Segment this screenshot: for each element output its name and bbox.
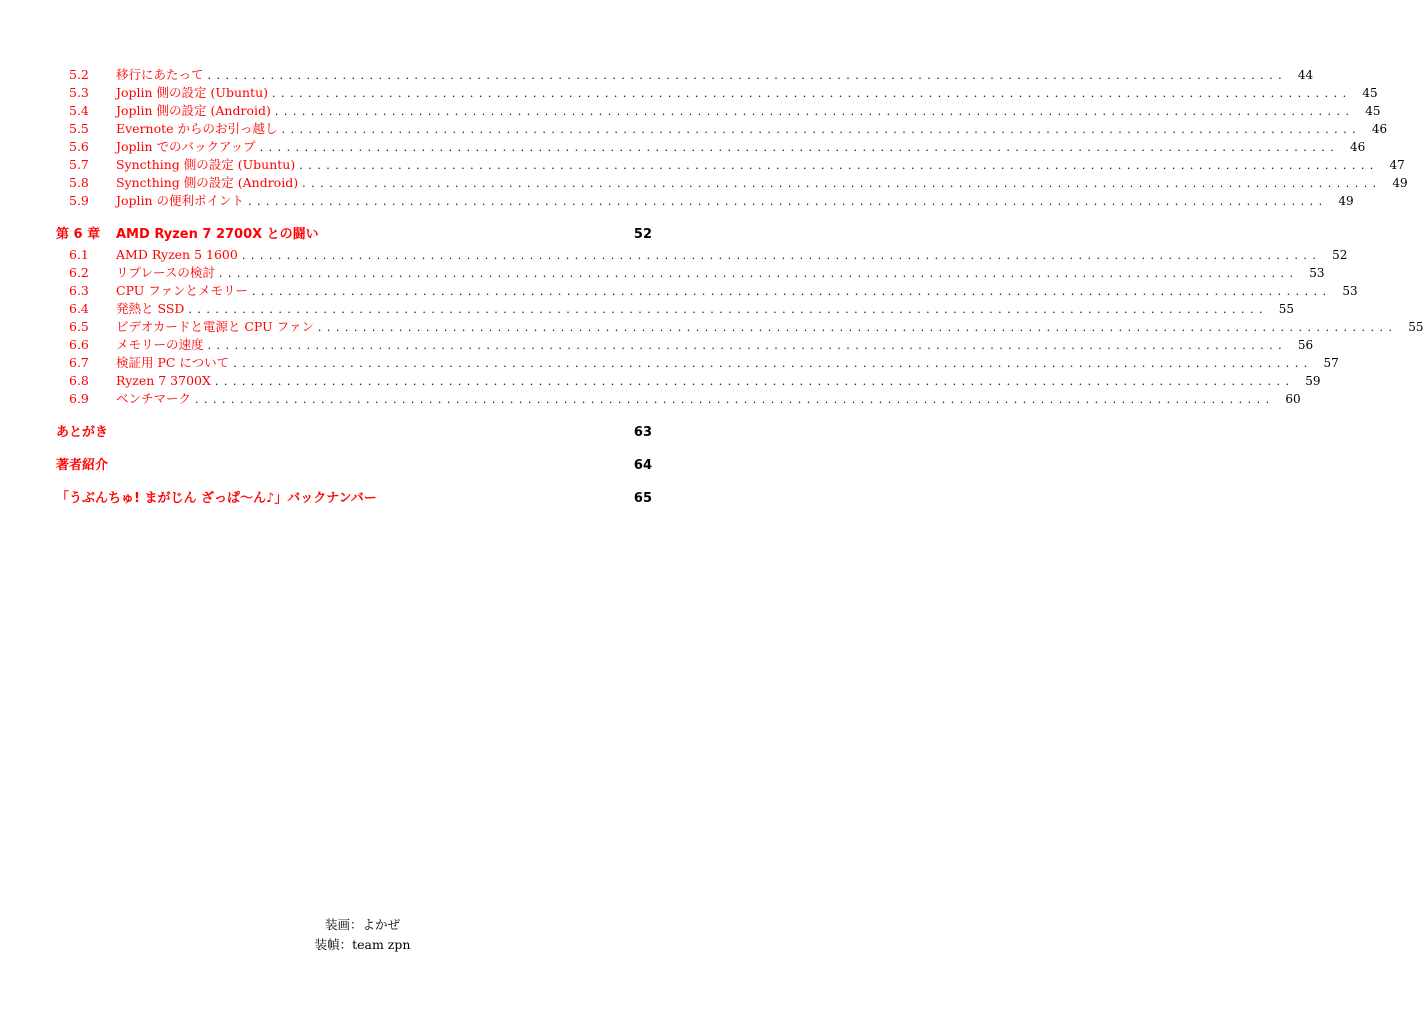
section-number: 6.3 (69, 283, 89, 298)
section-page-number: 47 (1389, 158, 1405, 172)
toc-section-entry[interactable] (56, 336, 1314, 354)
section-number: 5.6 (69, 139, 89, 154)
section-page-number: 45 (1365, 104, 1381, 118)
section-title: 発熱と SSD (116, 301, 185, 316)
authors-title: 著者紹介 (56, 458, 109, 473)
section-page-number: 60 (1285, 392, 1301, 406)
section-page-number: 53 (1309, 266, 1325, 280)
toc-section-entry[interactable] (56, 354, 1339, 372)
dot-leader: ........................................................................................................................ (218, 267, 1299, 280)
section-number: 5.2 (69, 67, 89, 82)
section-page-number: 49 (1392, 176, 1408, 190)
section-page-number: 56 (1297, 338, 1314, 352)
toc-section-entry[interactable] (56, 102, 1381, 120)
section-title: 検証用 PC について (116, 355, 230, 370)
section-page-number: 55 (1408, 320, 1423, 334)
toc-section-entry[interactable] (56, 372, 1321, 390)
section-page-number: 45 (1362, 86, 1378, 100)
dot-leader: ........................................................................................................................ (207, 339, 1288, 352)
toc-section-list-ch5 (56, 66, 1408, 210)
toc-authors[interactable] (56, 455, 652, 477)
toc-section-entry[interactable] (56, 264, 1325, 282)
dot-leader: ........................................................................................................................ (214, 375, 1295, 388)
section-title: AMD Ryzen 5 1600 (116, 247, 238, 262)
section-title: Syncthing 側の設定 (Android) (116, 175, 299, 190)
toc-section-entry[interactable] (56, 300, 1294, 318)
toc-section-entry[interactable] (56, 246, 1348, 264)
dot-leader: ........................................................................................................................ (195, 393, 1275, 406)
table-of-contents (56, 66, 1423, 510)
section-title: 移行にあたって (116, 67, 204, 82)
section-title: Ryzen 7 3700X (116, 373, 211, 388)
afterword-title: あとがき (56, 425, 109, 440)
section-number: 5.9 (69, 193, 89, 208)
section-page-number: 52 (1332, 248, 1348, 262)
chapter-number: 第 6 章 (56, 227, 101, 242)
toc-section-entry[interactable] (56, 192, 1354, 210)
toc-section-entry[interactable] (56, 84, 1378, 102)
dot-leader: ........................................................................................................................ (241, 249, 1322, 262)
section-number: 6.6 (69, 337, 89, 352)
colophon (0, 915, 725, 955)
section-title: リプレースの検討 (116, 265, 215, 280)
dot-leader: ........................................................................................................................ (302, 177, 1382, 190)
section-title: ベンチマーク (116, 391, 192, 406)
section-page-number: 46 (1350, 140, 1366, 154)
toc-section-entry[interactable] (56, 120, 1388, 138)
section-number: 5.5 (69, 121, 89, 136)
section-page-number: 46 (1371, 122, 1388, 136)
section-title: Joplin 側の設定 (Ubuntu) (116, 85, 268, 100)
dot-leader: ........................................................................................................................ (207, 69, 1288, 82)
section-page-number: 55 (1278, 302, 1294, 316)
dot-leader: ........................................................................................................................ (272, 87, 1352, 100)
dot-leader: ........................................................................................................................ (252, 285, 1332, 298)
design-credit: 装幀：team zpn (314, 937, 411, 952)
toc-backnumber[interactable] (56, 488, 652, 510)
section-page-number: 44 (1297, 68, 1314, 82)
section-number: 6.5 (69, 319, 89, 334)
section-page-number: 57 (1323, 356, 1339, 370)
toc-afterword[interactable] (56, 422, 652, 444)
section-title: CPU ファンとメモリー (116, 283, 249, 298)
dot-leader: ........................................................................................................................ (281, 123, 1362, 136)
section-number: 5.3 (69, 85, 89, 100)
toc-section-list-ch6 (56, 246, 1423, 408)
chapter-page-number: 52 (633, 227, 652, 242)
backnumber-page-number: 65 (633, 491, 652, 506)
illustration-credit: 装画：よかぜ (324, 917, 400, 932)
dot-leader: ........................................................................................................................ (188, 303, 1268, 316)
section-title: Joplin の便利ポイント (116, 193, 245, 208)
dot-leader: ........................................................................................................................ (299, 159, 1379, 172)
section-number: 6.7 (69, 355, 89, 370)
section-title: Evernote からのお引っ越し (116, 121, 278, 136)
backnumber-title: 「うぶんちゅ! まがじん ざっぱ〜ん♪」バックナンバー (56, 491, 377, 506)
section-number: 6.9 (69, 391, 89, 406)
section-page-number: 59 (1305, 374, 1321, 388)
section-title: メモリーの速度 (116, 337, 204, 352)
section-number: 6.1 (69, 247, 89, 262)
section-number: 6.8 (69, 373, 89, 388)
toc-section-entry[interactable] (56, 282, 1358, 300)
section-page-number: 49 (1338, 194, 1354, 208)
section-number: 6.2 (69, 265, 89, 280)
section-title: Joplin 側の設定 (Android) (116, 103, 271, 118)
toc-section-entry[interactable] (56, 156, 1405, 174)
dot-leader: ........................................................................................................................ (233, 357, 1313, 370)
toc-section-entry[interactable] (56, 66, 1314, 84)
authors-page-number: 64 (633, 458, 652, 473)
toc-section-entry[interactable] (56, 318, 1423, 336)
section-title: Syncthing 側の設定 (Ubuntu) (116, 157, 296, 172)
section-number: 6.4 (69, 301, 89, 316)
toc-chapter-6[interactable] (56, 224, 652, 246)
dot-leader: ........................................................................................................................ (259, 141, 1340, 154)
section-title: Joplin でのバックアップ (116, 139, 256, 154)
section-title: ビデオカードと電源と CPU ファン (116, 319, 314, 334)
toc-section-entry[interactable] (56, 174, 1408, 192)
section-number: 5.7 (69, 157, 89, 172)
chapter-title: AMD Ryzen 7 2700X との闘い (116, 227, 319, 242)
section-page-number: 53 (1342, 284, 1358, 298)
section-number: 5.8 (69, 175, 89, 190)
section-number: 5.4 (69, 103, 89, 118)
toc-section-entry[interactable] (56, 138, 1366, 156)
afterword-page-number: 63 (633, 425, 652, 440)
dot-leader: ........................................................................................................................ (274, 105, 1355, 118)
dot-leader: ........................................................................................................................ (317, 321, 1398, 334)
dot-leader: ........................................................................................................................ (248, 195, 1328, 208)
toc-section-entry[interactable] (56, 390, 1301, 408)
